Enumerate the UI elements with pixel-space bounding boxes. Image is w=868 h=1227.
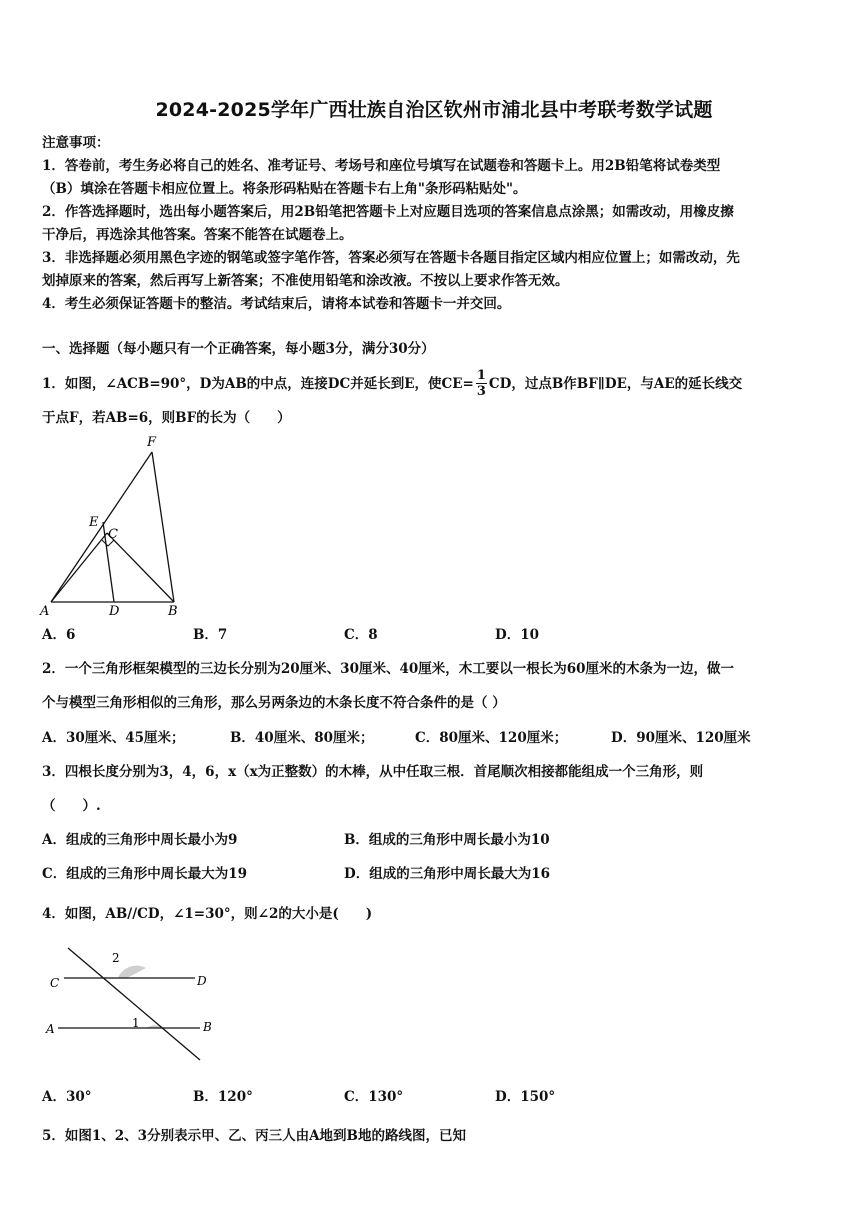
q2-option-d: D．90厘米、120厘米 bbox=[611, 730, 751, 746]
line-ac bbox=[51, 533, 107, 602]
label-b: B bbox=[203, 1020, 212, 1034]
label-d: D bbox=[109, 604, 120, 619]
label-angle-2: 2 bbox=[112, 951, 120, 965]
section-heading: 一、选择题（每小题只有一个正确答案，每小题3分，满分30分） bbox=[42, 341, 435, 357]
q4-figure bbox=[40, 940, 220, 1065]
notice-heading: 注意事项： bbox=[42, 135, 110, 151]
label-angle-1: 1 bbox=[132, 1016, 140, 1030]
q1-text-b: CD，过点B作BF∥DE，与AE的延长线交 bbox=[488, 375, 743, 392]
q2-option-b: B．40厘米、80厘米； bbox=[230, 730, 374, 746]
label-c: C bbox=[50, 976, 60, 990]
notice-line: 1．答卷前，考生务必将自己的姓名、准考证号、考场号和座位号填写在试题卷和答题卡上。用2B铅笔将试卷类型 bbox=[42, 158, 721, 174]
q3-option-d: D．组成的三角形中周长最大为16 bbox=[344, 866, 550, 882]
q3-option-c: C．组成的三角形中周长最大为19 bbox=[42, 866, 248, 882]
q3-option-a: A．组成的三角形中周长最小为9 bbox=[42, 832, 238, 848]
question-2-line1: 2．一个三角形框架模型的三边长分别为20厘米、30厘米、40厘米，木工要以一根长为60厘米的木条为一边，做一 bbox=[42, 661, 735, 677]
question-5-line1: 5．如图1、2、3分别表示甲、乙、丙三人由A地到B地的路线图，已知 bbox=[42, 1128, 466, 1144]
q4-option-c: C．130° bbox=[344, 1089, 404, 1105]
question-3-line2: （ ）. bbox=[42, 798, 101, 814]
notice-line: 2．作答选择题时，选出每小题答案后，用2B铅笔把答题卡上对应题目选项的答案信息点涂黑；如需改动，用橡皮擦 bbox=[42, 204, 734, 220]
fraction-numerator: 1 bbox=[476, 368, 486, 383]
question-1-line1 bbox=[42, 368, 742, 399]
angle-2-shade bbox=[118, 966, 146, 978]
q2-option-c: C．80厘米、120厘米； bbox=[415, 730, 568, 746]
line-cb bbox=[107, 533, 174, 602]
q4-option-d: D．150° bbox=[495, 1089, 556, 1105]
question-3-line1: 3．四根长度分别为3，4，6，x（x为正整数）的木棒，从中任取三根．首尾顺次相接都能组成一个三角形，则 bbox=[42, 764, 704, 780]
notice-line: 3．非选择题必须用黑色字迹的钢笔或签字笔作答，答案必须写在答题卡各题目指定区域内相应位置上；如需改动，先 bbox=[42, 250, 740, 266]
notice-line: 4．考生必须保证答题卡的整洁。考试结束后，请将本试卷和答题卡一并交回。 bbox=[42, 296, 511, 312]
line-af bbox=[51, 452, 152, 602]
label-a: A bbox=[46, 1022, 55, 1036]
label-f: F bbox=[147, 435, 157, 450]
transversal-line bbox=[68, 948, 200, 1060]
question-2-line2: 个与模型三角形相似的三角形，那么另两条边的木条长度不符合条件的是（ ） bbox=[42, 695, 506, 711]
q4-option-a: A．30° bbox=[42, 1089, 92, 1105]
notice-line: 干净后，再选涂其他答案。答案不能答在试题卷上。 bbox=[42, 227, 353, 243]
fraction-denominator: 3 bbox=[476, 384, 486, 399]
q1-figure bbox=[36, 430, 196, 620]
q1-option-b: B．7 bbox=[193, 627, 228, 643]
q1-option-a: A．6 bbox=[42, 627, 76, 643]
label-d: D bbox=[197, 974, 207, 988]
label-b: B bbox=[168, 604, 178, 619]
q1-text-a: 1．如图，∠ACB=90°，D为AB的中点，连接DC并延长到E，使CE= bbox=[42, 375, 474, 392]
label-a: A bbox=[40, 604, 50, 619]
question-1-line2: 于点F，若AB=6，则BF的长为（ ） bbox=[42, 410, 291, 426]
notice-line: （B）填涂在答题卡相应位置上。将条形码粘贴在答题卡右上角"条形码粘贴处"。 bbox=[42, 181, 527, 197]
page-title: 2024-2025学年广西壮族自治区钦州市浦北县中考联考数学试题 bbox=[155, 99, 713, 121]
fraction bbox=[476, 368, 487, 399]
line-fb bbox=[152, 452, 174, 602]
q4-option-b: B．120° bbox=[193, 1089, 253, 1105]
q2-option-a: A．30厘米、45厘米； bbox=[42, 730, 185, 746]
label-e: E bbox=[89, 515, 99, 530]
q3-option-b: B．组成的三角形中周长最小为10 bbox=[344, 832, 550, 848]
q1-option-c: C．8 bbox=[344, 627, 378, 643]
label-c: C bbox=[108, 527, 118, 542]
q1-option-d: D．10 bbox=[495, 627, 539, 643]
notice-line: 划掉原来的答案，然后再写上新答案；不准使用铅笔和涂改液。不按以上要求作答无效。 bbox=[42, 273, 569, 289]
question-4-line1: 4．如图，AB//CD，∠1=30°，则∠2的大小是( ) bbox=[42, 906, 373, 922]
